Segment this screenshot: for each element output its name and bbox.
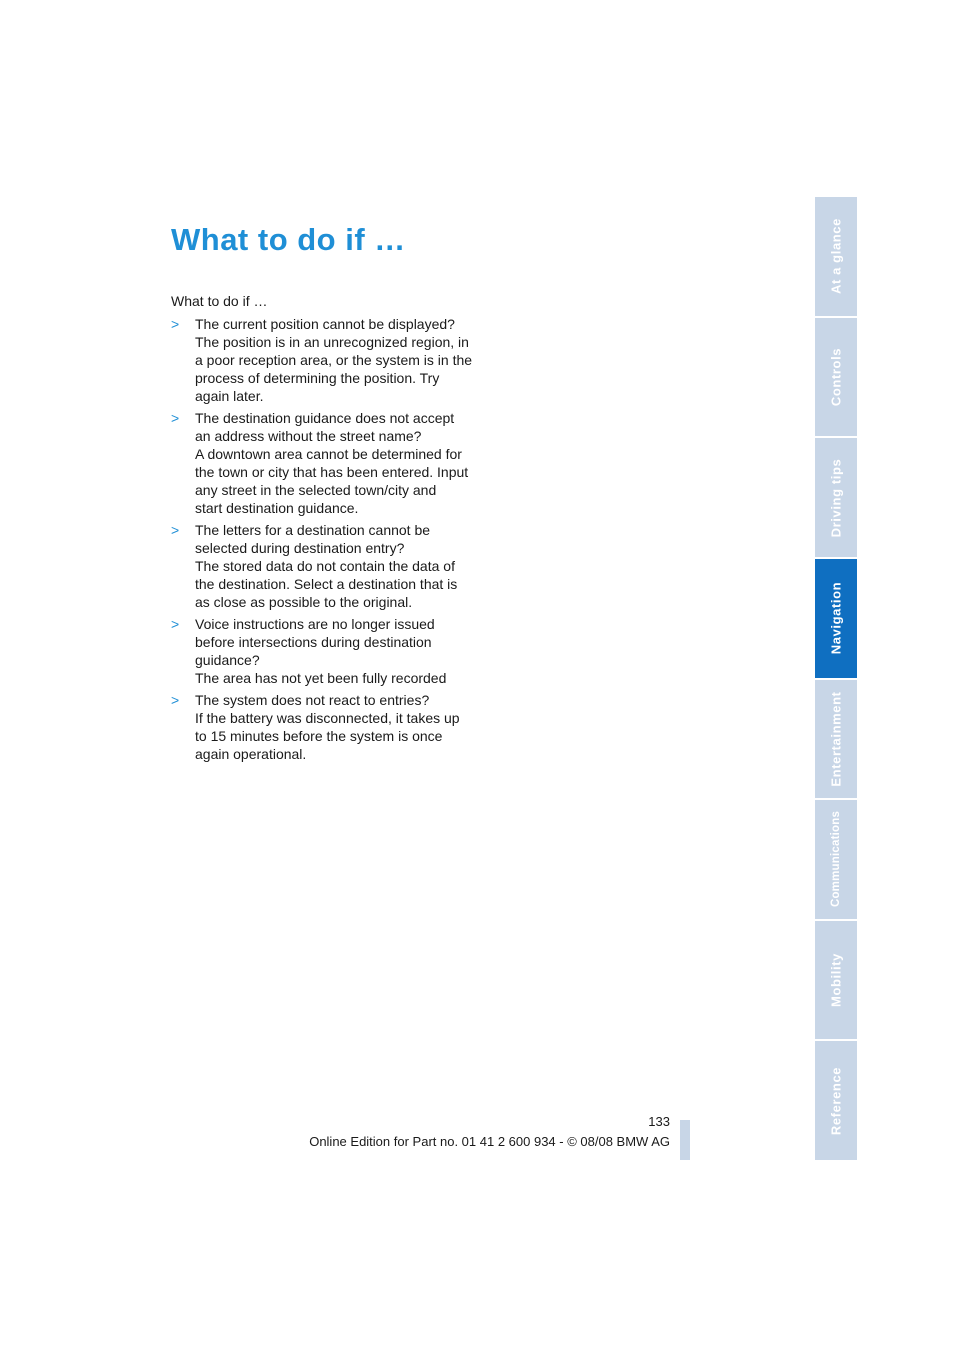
item-text: selected during destination entry? [195,540,405,556]
intro-text: What to do if … [171,293,268,309]
bullet-marker: > [171,616,180,632]
chapter-tab-communications[interactable] [815,800,857,921]
chapter-tab-reference[interactable] [815,1041,857,1160]
footer-edition-note: Online Edition for Part no. 01 41 2 600 934 - © 08/08 BMW AG [309,1134,670,1149]
item-text: to 15 minutes before the system is once [195,728,443,744]
footer-bar [680,1120,690,1160]
item-text: The letters for a destination cannot be [195,522,431,538]
list-item [171,521,471,611]
item-text: as close as possible to the original. [195,594,413,610]
item-text: The position is in an unrecognized region, in [195,334,469,350]
bullet-marker: > [171,692,180,708]
bullet-marker: > [171,410,180,426]
item-text: the destination. Select a destination that is [195,576,458,592]
item-text: a poor reception area, or the system is in the [195,352,473,368]
list-item [171,315,471,405]
item-text: A downtown area cannot be determined for [195,446,462,462]
chapter-tab-controls[interactable] [815,318,857,439]
chapter-tab-label: Reference [828,1066,844,1135]
item-text: the town or city that has been entered. Input [195,464,469,480]
chapter-tab-label: Navigation [828,581,844,655]
list-item [171,691,471,763]
chapter-tab-label: Entertainment [828,691,844,787]
page-title: What to do if … [171,222,406,257]
item-text: start destination guidance. [195,500,359,516]
item-text: an address without the street name? [195,428,422,444]
chapter-tab-at-a-glance[interactable] [815,197,857,318]
chapter-tab-label: At a glance [828,218,844,295]
item-text: process of determining the position. Try [195,370,440,386]
troubleshooting-list [171,315,471,767]
item-text: before intersections during destination [195,634,432,650]
item-text: any street in the selected town/city and [195,482,437,498]
chapter-tab-driving-tips[interactable] [815,438,857,559]
chapter-tab-entertainment[interactable] [815,680,857,801]
item-text: again later. [195,388,264,404]
bullet-marker: > [171,316,180,332]
chapter-tab-mobility[interactable] [815,921,857,1042]
chapter-tab-label: Controls [828,347,844,407]
chapter-tab-label: Mobility [828,953,844,1008]
item-text: The stored data do not contain the data of [195,558,455,574]
page-number: 133 [648,1114,670,1129]
item-text: The area has not yet been fully recorded [195,670,447,686]
item-text: The current position cannot be displayed? [195,316,455,332]
bullet-marker: > [171,522,180,538]
item-text: The destination guidance does not accept [195,410,455,426]
list-item [171,615,471,687]
list-item [171,409,471,517]
item-text: again operational. [195,746,307,762]
chapter-sidebar [815,197,857,1160]
item-text: Voice instructions are no longer issued [195,616,435,632]
item-text: guidance? [195,652,260,668]
chapter-tab-label: Driving tips [828,458,844,537]
item-text: If the battery was disconnected, it takes up [195,710,460,726]
chapter-tab-label: Communications [830,811,842,908]
item-text: The system does not react to entries? [195,692,430,708]
chapter-tab-navigation[interactable] [815,559,857,680]
